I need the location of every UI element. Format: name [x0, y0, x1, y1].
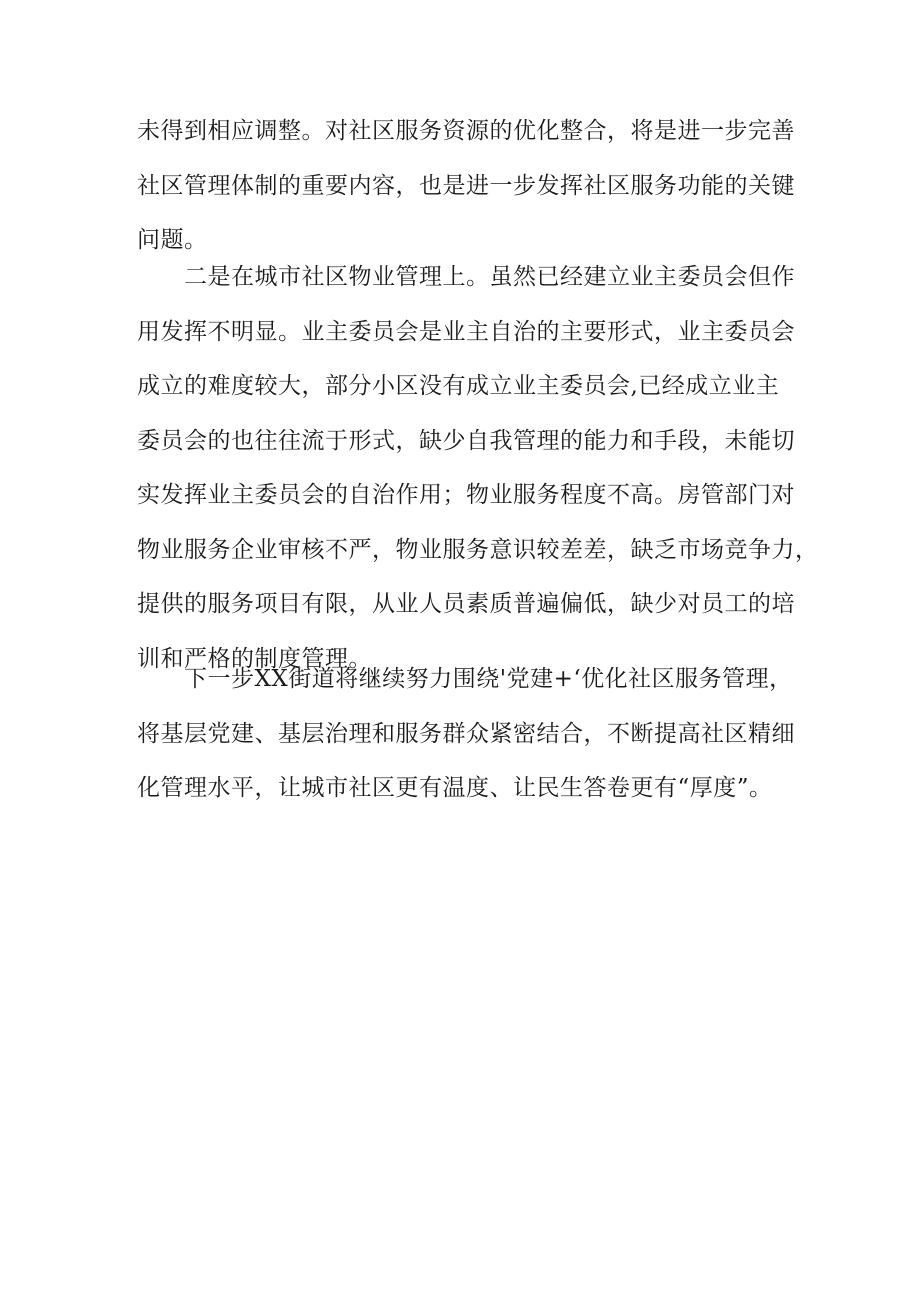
paragraph-next-steps — [137, 652, 805, 816]
text-line: 提供的服务项目有限，从业人员素质普遍偏低，缺少对员工的培 — [137, 591, 795, 617]
paragraph-continuation — [137, 104, 805, 268]
text-line: 二是在城市社区物业管理上。虽然已经建立业主委员会但作 — [137, 264, 795, 290]
text-line: 实发挥业主委员会的自治作用；物业服务程度不高。房管部门对 — [137, 482, 795, 508]
text-line: 未得到相应调整。对社区服务资源的优化整合，将是进一步完善 — [137, 118, 795, 144]
text-line: 社区管理体制的重要内容，也是进一步发挥社区服务功能的关键 — [137, 172, 795, 199]
text-line: 下一步XX街道将继续努力围绕'党建+‘优化社区服务管理， — [137, 666, 793, 692]
text-line: 将基层党建、基层治理和服务群众紧密结合，不断提高社区精细 — [137, 720, 795, 747]
text-line: 用发挥不明显。业主委员会是业主自治的主要形式，业主委员会 — [137, 318, 795, 345]
text-line: 委员会的也往往流于形式，缺少自我管理的能力和手段，未能切 — [137, 427, 795, 454]
text-line: 问题。 — [137, 227, 208, 253]
text-line: 成立的难度较大，部分小区没有成立业主委员会,已经成立业主 — [137, 373, 780, 399]
text-line: 化管理水平，让城市社区更有温度、让民生答卷更有“厚度”。 — [137, 775, 773, 801]
paragraph-property-management — [137, 250, 819, 686]
text-line: 训和严格的制度管理。 — [137, 645, 372, 672]
text-line: 物业服务企业审核不严，物业服务意识较差差，缺乏市场竞争力， — [137, 536, 819, 563]
